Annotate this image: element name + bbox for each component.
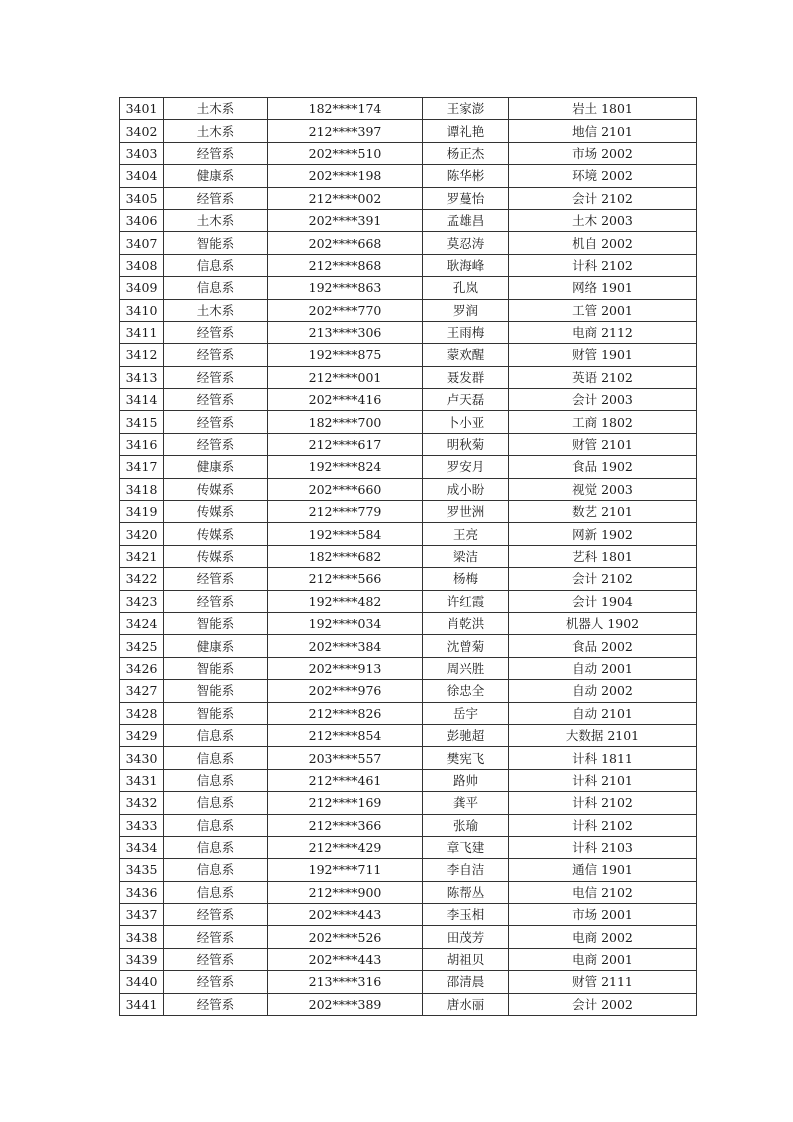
department-cell: 传媒系 — [164, 523, 268, 545]
table-row — [120, 120, 697, 142]
row-number-cell: 3428 — [120, 702, 164, 724]
id-number-cell: 212****461 — [268, 769, 423, 791]
id-number-cell: 202****526 — [268, 926, 423, 948]
table-row — [120, 389, 697, 411]
department-cell: 信息系 — [164, 724, 268, 746]
class-cell: 大数据 2101 — [509, 724, 697, 746]
name-cell: 李自洁 — [423, 859, 509, 881]
class-cell: 艺科 1801 — [509, 545, 697, 567]
name-cell: 沈曾菊 — [423, 635, 509, 657]
class-cell: 会计 1904 — [509, 590, 697, 612]
row-number-cell: 3436 — [120, 881, 164, 903]
row-number-cell: 3440 — [120, 971, 164, 993]
table-row — [120, 568, 697, 590]
table-row — [120, 142, 697, 164]
id-number-cell: 192****863 — [268, 277, 423, 299]
row-number-cell: 3407 — [120, 232, 164, 254]
id-number-cell: 202****443 — [268, 948, 423, 970]
class-cell: 财管 1901 — [509, 344, 697, 366]
department-cell: 经管系 — [164, 187, 268, 209]
row-number-cell: 3431 — [120, 769, 164, 791]
row-number-cell: 3427 — [120, 680, 164, 702]
row-number-cell: 3411 — [120, 321, 164, 343]
table-row — [120, 881, 697, 903]
department-cell: 智能系 — [164, 612, 268, 634]
id-number-cell: 213****316 — [268, 971, 423, 993]
class-cell: 市场 2002 — [509, 142, 697, 164]
table-row — [120, 366, 697, 388]
name-cell: 田茂芳 — [423, 926, 509, 948]
class-cell: 计科 2101 — [509, 769, 697, 791]
id-number-cell: 212****826 — [268, 702, 423, 724]
id-number-cell: 212****900 — [268, 881, 423, 903]
id-number-cell: 192****584 — [268, 523, 423, 545]
name-cell: 杨正杰 — [423, 142, 509, 164]
row-number-cell: 3441 — [120, 993, 164, 1015]
id-number-cell: 192****034 — [268, 612, 423, 634]
table-row — [120, 254, 697, 276]
row-number-cell: 3401 — [120, 98, 164, 120]
class-cell: 机自 2002 — [509, 232, 697, 254]
table-row — [120, 501, 697, 523]
department-cell: 经管系 — [164, 568, 268, 590]
class-cell: 计科 2102 — [509, 792, 697, 814]
class-cell: 岩土 1801 — [509, 98, 697, 120]
class-cell: 电信 2102 — [509, 881, 697, 903]
class-cell: 环境 2002 — [509, 165, 697, 187]
table-row — [120, 926, 697, 948]
row-number-cell: 3403 — [120, 142, 164, 164]
row-number-cell: 3419 — [120, 501, 164, 523]
row-number-cell: 3433 — [120, 814, 164, 836]
class-cell: 会计 2102 — [509, 568, 697, 590]
class-cell: 计科 2102 — [509, 254, 697, 276]
class-cell: 地信 2101 — [509, 120, 697, 142]
department-cell: 信息系 — [164, 254, 268, 276]
row-number-cell: 3432 — [120, 792, 164, 814]
department-cell: 健康系 — [164, 165, 268, 187]
row-number-cell: 3421 — [120, 545, 164, 567]
table-row — [120, 747, 697, 769]
department-cell: 信息系 — [164, 859, 268, 881]
department-cell: 信息系 — [164, 747, 268, 769]
name-cell: 罗润 — [423, 299, 509, 321]
name-cell: 彭驰超 — [423, 724, 509, 746]
department-cell: 传媒系 — [164, 501, 268, 523]
class-cell: 网新 1902 — [509, 523, 697, 545]
name-cell: 孟雄昌 — [423, 209, 509, 231]
department-cell: 传媒系 — [164, 545, 268, 567]
table-row — [120, 904, 697, 926]
row-number-cell: 3402 — [120, 120, 164, 142]
table-row — [120, 187, 697, 209]
id-number-cell: 182****700 — [268, 411, 423, 433]
class-cell: 计科 2103 — [509, 836, 697, 858]
department-cell: 经管系 — [164, 411, 268, 433]
row-number-cell: 3410 — [120, 299, 164, 321]
id-number-cell: 202****198 — [268, 165, 423, 187]
row-number-cell: 3415 — [120, 411, 164, 433]
id-number-cell: 202****660 — [268, 478, 423, 500]
id-number-cell: 212****366 — [268, 814, 423, 836]
name-cell: 许红霞 — [423, 590, 509, 612]
table-row — [120, 299, 697, 321]
name-cell: 胡祖贝 — [423, 948, 509, 970]
table-row — [120, 657, 697, 679]
row-number-cell: 3404 — [120, 165, 164, 187]
row-number-cell: 3417 — [120, 456, 164, 478]
department-cell: 传媒系 — [164, 478, 268, 500]
name-cell: 成小盼 — [423, 478, 509, 500]
name-cell: 周兴胜 — [423, 657, 509, 679]
id-number-cell: 212****868 — [268, 254, 423, 276]
name-cell: 唐水丽 — [423, 993, 509, 1015]
department-cell: 土木系 — [164, 209, 268, 231]
class-cell: 电商 2002 — [509, 926, 697, 948]
name-cell: 卢天磊 — [423, 389, 509, 411]
table-row — [120, 836, 697, 858]
class-cell: 网络 1901 — [509, 277, 697, 299]
name-cell: 聂发群 — [423, 366, 509, 388]
class-cell: 英语 2102 — [509, 366, 697, 388]
row-number-cell: 3422 — [120, 568, 164, 590]
id-number-cell: 182****682 — [268, 545, 423, 567]
id-number-cell: 202****668 — [268, 232, 423, 254]
table-row — [120, 792, 697, 814]
department-cell: 信息系 — [164, 792, 268, 814]
name-cell: 王家澎 — [423, 98, 509, 120]
class-cell: 土木 2003 — [509, 209, 697, 231]
name-cell: 罗蔓怡 — [423, 187, 509, 209]
department-cell: 经管系 — [164, 971, 268, 993]
name-cell: 杨梅 — [423, 568, 509, 590]
department-cell: 经管系 — [164, 993, 268, 1015]
name-cell: 耿海峰 — [423, 254, 509, 276]
department-cell: 信息系 — [164, 814, 268, 836]
department-cell: 经管系 — [164, 389, 268, 411]
id-number-cell: 202****510 — [268, 142, 423, 164]
table-row — [120, 814, 697, 836]
roster-body — [120, 98, 697, 1016]
department-cell: 健康系 — [164, 456, 268, 478]
department-cell: 信息系 — [164, 769, 268, 791]
id-number-cell: 202****384 — [268, 635, 423, 657]
table-row — [120, 612, 697, 634]
name-cell: 章飞建 — [423, 836, 509, 858]
class-cell: 财管 2101 — [509, 433, 697, 455]
table-row — [120, 411, 697, 433]
name-cell: 谭礼艳 — [423, 120, 509, 142]
class-cell: 自动 2001 — [509, 657, 697, 679]
row-number-cell: 3424 — [120, 612, 164, 634]
department-cell: 经管系 — [164, 590, 268, 612]
name-cell: 路帅 — [423, 769, 509, 791]
class-cell: 食品 1902 — [509, 456, 697, 478]
id-number-cell: 202****389 — [268, 993, 423, 1015]
class-cell: 食品 2002 — [509, 635, 697, 657]
row-number-cell: 3423 — [120, 590, 164, 612]
name-cell: 罗世洲 — [423, 501, 509, 523]
name-cell: 肖乾洪 — [423, 612, 509, 634]
department-cell: 信息系 — [164, 277, 268, 299]
row-number-cell: 3437 — [120, 904, 164, 926]
table-row — [120, 344, 697, 366]
row-number-cell: 3414 — [120, 389, 164, 411]
name-cell: 邵清晨 — [423, 971, 509, 993]
name-cell: 樊宪飞 — [423, 747, 509, 769]
department-cell: 土木系 — [164, 299, 268, 321]
row-number-cell: 3434 — [120, 836, 164, 858]
id-number-cell: 212****779 — [268, 501, 423, 523]
row-number-cell: 3438 — [120, 926, 164, 948]
class-cell: 财管 2111 — [509, 971, 697, 993]
class-cell: 自动 2101 — [509, 702, 697, 724]
department-cell: 经管系 — [164, 904, 268, 926]
table-row — [120, 456, 697, 478]
row-number-cell: 3420 — [120, 523, 164, 545]
table-row — [120, 545, 697, 567]
name-cell: 张瑜 — [423, 814, 509, 836]
table-row — [120, 321, 697, 343]
table-row — [120, 433, 697, 455]
class-cell: 计科 1811 — [509, 747, 697, 769]
department-cell: 经管系 — [164, 142, 268, 164]
table-row — [120, 523, 697, 545]
id-number-cell: 212****169 — [268, 792, 423, 814]
department-cell: 经管系 — [164, 366, 268, 388]
table-row — [120, 680, 697, 702]
id-number-cell: 182****174 — [268, 98, 423, 120]
id-number-cell: 192****482 — [268, 590, 423, 612]
name-cell: 王亮 — [423, 523, 509, 545]
row-number-cell: 3429 — [120, 724, 164, 746]
id-number-cell: 202****770 — [268, 299, 423, 321]
row-number-cell: 3418 — [120, 478, 164, 500]
row-number-cell: 3412 — [120, 344, 164, 366]
class-cell: 通信 1901 — [509, 859, 697, 881]
department-cell: 土木系 — [164, 98, 268, 120]
row-number-cell: 3430 — [120, 747, 164, 769]
department-cell: 智能系 — [164, 657, 268, 679]
class-cell: 数艺 2101 — [509, 501, 697, 523]
department-cell: 经管系 — [164, 926, 268, 948]
table-row — [120, 232, 697, 254]
department-cell: 健康系 — [164, 635, 268, 657]
table-row — [120, 769, 697, 791]
id-number-cell: 212****397 — [268, 120, 423, 142]
table-row — [120, 165, 697, 187]
department-cell: 经管系 — [164, 321, 268, 343]
table-row — [120, 635, 697, 657]
name-cell: 罗安月 — [423, 456, 509, 478]
table-row — [120, 478, 697, 500]
row-number-cell: 3439 — [120, 948, 164, 970]
class-cell: 机器人 1902 — [509, 612, 697, 634]
table-row — [120, 277, 697, 299]
name-cell: 明秋菊 — [423, 433, 509, 455]
id-number-cell: 192****711 — [268, 859, 423, 881]
class-cell: 工商 1802 — [509, 411, 697, 433]
student-roster-table — [119, 97, 697, 1016]
table-row — [120, 590, 697, 612]
id-number-cell: 212****001 — [268, 366, 423, 388]
id-number-cell: 202****416 — [268, 389, 423, 411]
id-number-cell: 202****913 — [268, 657, 423, 679]
id-number-cell: 192****875 — [268, 344, 423, 366]
name-cell: 莫忍涛 — [423, 232, 509, 254]
id-number-cell: 203****557 — [268, 747, 423, 769]
id-number-cell: 213****306 — [268, 321, 423, 343]
name-cell: 陈帮丛 — [423, 881, 509, 903]
class-cell: 工管 2001 — [509, 299, 697, 321]
department-cell: 经管系 — [164, 948, 268, 970]
name-cell: 岳宇 — [423, 702, 509, 724]
table-row — [120, 971, 697, 993]
id-number-cell: 202****976 — [268, 680, 423, 702]
table-row — [120, 209, 697, 231]
class-cell: 会计 2102 — [509, 187, 697, 209]
row-number-cell: 3425 — [120, 635, 164, 657]
class-cell: 视觉 2003 — [509, 478, 697, 500]
department-cell: 信息系 — [164, 881, 268, 903]
id-number-cell: 212****617 — [268, 433, 423, 455]
table-row — [120, 993, 697, 1015]
name-cell: 卜小亚 — [423, 411, 509, 433]
row-number-cell: 3406 — [120, 209, 164, 231]
name-cell: 孔岚 — [423, 277, 509, 299]
department-cell: 经管系 — [164, 433, 268, 455]
row-number-cell: 3416 — [120, 433, 164, 455]
class-cell: 会计 2002 — [509, 993, 697, 1015]
table-row — [120, 98, 697, 120]
row-number-cell: 3405 — [120, 187, 164, 209]
row-number-cell: 3435 — [120, 859, 164, 881]
class-cell: 自动 2002 — [509, 680, 697, 702]
name-cell: 龚平 — [423, 792, 509, 814]
id-number-cell: 202****443 — [268, 904, 423, 926]
department-cell: 土木系 — [164, 120, 268, 142]
class-cell: 电商 2112 — [509, 321, 697, 343]
id-number-cell: 212****002 — [268, 187, 423, 209]
row-number-cell: 3409 — [120, 277, 164, 299]
name-cell: 陈华彬 — [423, 165, 509, 187]
name-cell: 王雨梅 — [423, 321, 509, 343]
table-row — [120, 948, 697, 970]
id-number-cell: 212****566 — [268, 568, 423, 590]
id-number-cell: 202****391 — [268, 209, 423, 231]
row-number-cell: 3426 — [120, 657, 164, 679]
table-row — [120, 702, 697, 724]
id-number-cell: 212****429 — [268, 836, 423, 858]
table-row — [120, 724, 697, 746]
department-cell: 智能系 — [164, 702, 268, 724]
department-cell: 智能系 — [164, 232, 268, 254]
name-cell: 徐忠全 — [423, 680, 509, 702]
class-cell: 电商 2001 — [509, 948, 697, 970]
name-cell: 蒙欢醒 — [423, 344, 509, 366]
department-cell: 信息系 — [164, 836, 268, 858]
class-cell: 会计 2003 — [509, 389, 697, 411]
name-cell: 李玉相 — [423, 904, 509, 926]
table-row — [120, 859, 697, 881]
row-number-cell: 3408 — [120, 254, 164, 276]
department-cell: 经管系 — [164, 344, 268, 366]
class-cell: 计科 2102 — [509, 814, 697, 836]
department-cell: 智能系 — [164, 680, 268, 702]
id-number-cell: 192****824 — [268, 456, 423, 478]
name-cell: 梁洁 — [423, 545, 509, 567]
id-number-cell: 212****854 — [268, 724, 423, 746]
row-number-cell: 3413 — [120, 366, 164, 388]
class-cell: 市场 2001 — [509, 904, 697, 926]
